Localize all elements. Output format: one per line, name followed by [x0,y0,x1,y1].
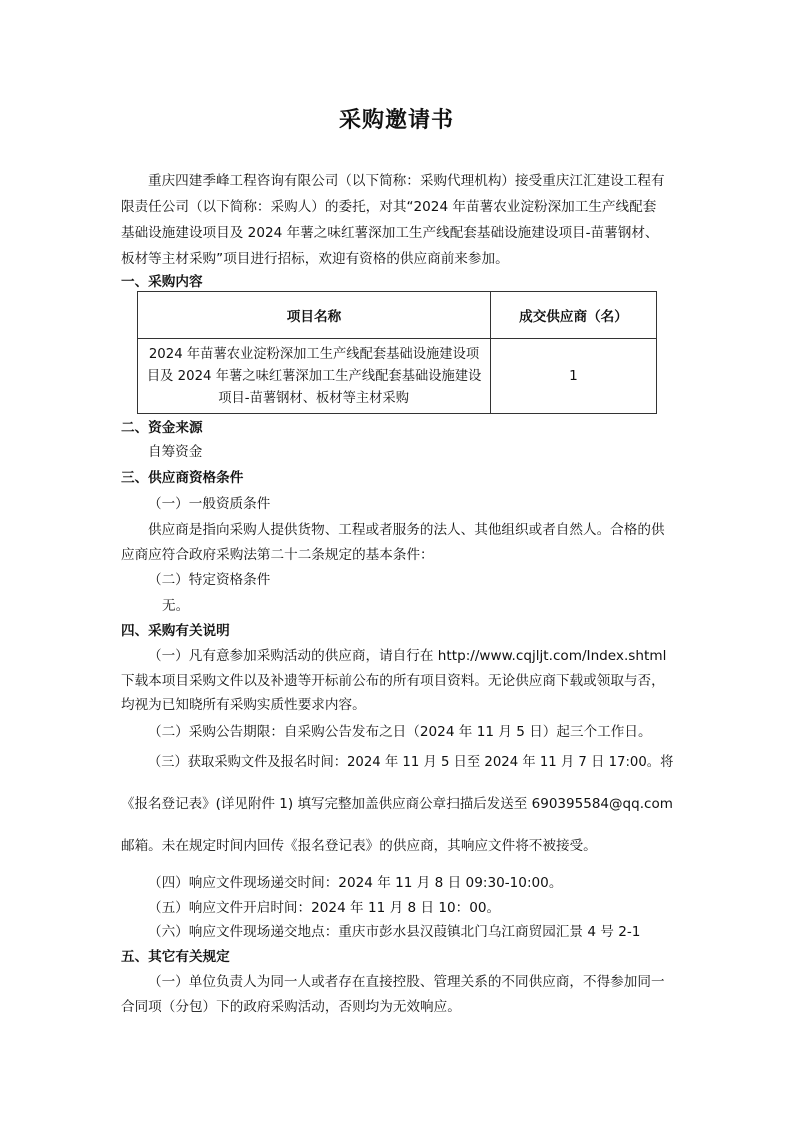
item-1-line-3: 均视为已知晓所有采购实质性要求内容。 [121,697,366,713]
project-name-cell [138,339,491,414]
project-name-line-3: 项目-苗薯钢材、板材等主材采购 [218,390,410,406]
rule-1-line-1: （一）单位负责人为同一人或者存在直接控股、管理关系的不同供应商，不得参加同一 [148,974,665,990]
item-3-line-2: 《报名登记表》(详见附件 1) 填写完整加盖供应商公章扫描后发送至 690395584@qq.com [121,796,673,812]
table-row [138,339,657,414]
specific-qualification-heading: （二）特定资格条件 [148,572,271,588]
qualification-paragraph-line-1: 供应商是指向采购人提供货物、工程或者服务的法人、其他组织或者自然人。合格的供 [148,522,665,538]
intro-line-3: 基础设施建设项目及 2024 年薯之味红薯深加工生产线配套基础设施建设项目-苗薯钢材、 [121,225,659,241]
item-3-line-3: 邮箱。未在规定时间内回传《报名登记表》的供应商，其响应文件将不被接受。 [121,838,597,854]
header-project-name: 项目名称 [138,292,491,339]
section-1-heading: 一、采购内容 [121,274,203,290]
funding-source-text: 自筹资金 [148,444,203,460]
section-4-heading: 四、采购有关说明 [121,623,230,639]
item-4-submission-time: （四）响应文件现场递交时间：2024 年 11 月 8 日 09:30-10:00。 [148,875,563,891]
general-qualification-heading: （一）一般资质条件 [148,496,271,512]
item-5-opening-time: （五）响应文件开启时间：2024 年 11 月 8 日 10：00。 [148,900,501,916]
supplier-count-cell: 1 [490,339,656,414]
intro-line-4: 板材等主材采购”项目进行招标，欢迎有资格的供应商前来参加。 [121,251,509,267]
procurement-table [137,291,657,414]
header-supplier-count: 成交供应商（名） [490,292,656,339]
item-3-line-1: （三）获取采购文件及报名时间：2024 年 11 月 5 日至 2024 年 11 月 7 日 17:00。将 [148,754,674,770]
item-2-announcement-period: （二）采购公告期限：自采购公告发布之日（2024 年 11 月 5 日）起三个工作日。 [148,724,652,740]
table-header-row [138,292,657,339]
section-3-heading: 三、供应商资格条件 [121,470,244,486]
item-6-submission-location: （六）响应文件现场递交地点：重庆市彭水县汉葭镇北门乌江商贸园汇景 4 号 2-1 [148,924,641,940]
document-title: 采购邀请书 [338,108,454,133]
rule-1-line-2: 合同项（分包）下的政府采购活动，否则均为无效响应。 [121,999,461,1015]
section-5-heading: 五、其它有关规定 [121,949,230,965]
project-name-line-1: 2024 年苗薯农业淀粉深加工生产线配套基础设施建设项 [148,346,480,362]
intro-line-2: 限责任公司（以下简称：采购人）的委托，对其“2024 年苗薯农业淀粉深加工生产线配套 [121,199,657,215]
intro-line-1: 重庆四建季峰工程咨询有限公司（以下简称：采购代理机构）接受重庆江汇建设工程有 [148,173,665,189]
item-1-line-1: （一）凡有意参加采购活动的供应商，请自行在 http://www.cqjljt.com/Index.shtml [148,648,667,664]
specific-qualification-none: 无。 [162,598,190,614]
qualification-paragraph-line-2: 应商应符合政府采购法第二十二条规定的基本条件： [121,547,434,563]
item-1-line-2: 下载本项目采购文件以及补遗等开标前公布的所有项目资料。无论供应商下载或领取与否， [121,673,665,689]
project-name-line-2: 目及 2024 年薯之味红薯深加工生产线配套基础设施建设 [146,368,482,384]
section-2-heading: 二、资金来源 [121,420,203,436]
